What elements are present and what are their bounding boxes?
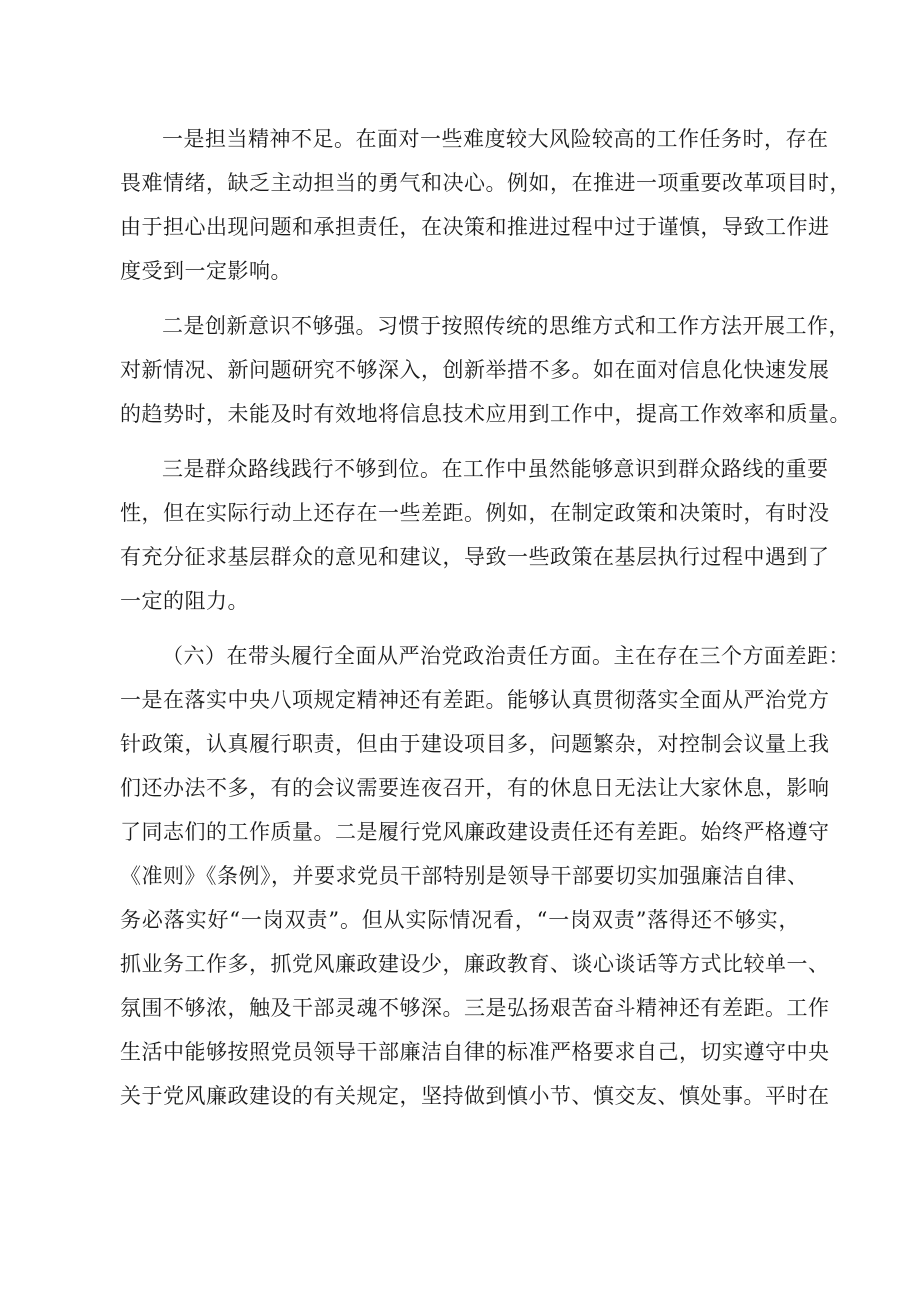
text-line: 生活中能够按照党员领导干部廉洁自律的标准严格要求自己，切实遵守中央 xyxy=(120,1040,830,1064)
text-line: 对新情况、新问题研究不够深入，创新举措不多。如在面对信息化快速发展 xyxy=(120,358,830,382)
text-line: 有充分征求基层群众的意见和建议，导致一些政策在基层执行过程中遇到了 xyxy=(120,545,830,569)
text-line: 性，但在实际行动上还存在一些差距。例如，在制定政策和决策时，有时没 xyxy=(120,501,830,525)
text-line: 务必落实好“一岗双责”。但从实际情况看，“一岗双责”落得还不够实， xyxy=(120,908,800,932)
text-line: （六）在带头履行全面从严治党政治责任方面。主在存在三个方面差距： xyxy=(162,644,850,668)
text-line: 一定的阻力。 xyxy=(120,589,249,613)
text-line: 度受到一定影响。 xyxy=(120,259,292,283)
text-line: 一是在落实中央八项规定精神还有差距。能够认真贯彻落实全面从严治党方 xyxy=(120,688,830,712)
text-line: 由于担心出现问题和承担责任，在决策和推进过程中过于谨慎，导致工作进 xyxy=(120,215,830,239)
text-line: 《准则》《条例》，并要求党员干部特别是领导干部要切实加强廉洁自律、 xyxy=(120,864,809,888)
text-line: 针政策，认真履行职责，但由于建设项目多，问题繁杂，对控制会议量上我 xyxy=(120,732,830,756)
text-line: 三是群众路线践行不够到位。在工作中虽然能够意识到群众路线的重要 xyxy=(162,457,829,481)
text-line: 畏难情绪，缺乏主动担当的勇气和决心。例如，在推进一项重要改革项目时， xyxy=(120,171,851,195)
text-line: 了同志们的工作质量。二是履行党风廉政建设责任还有差距。始终严格遵守 xyxy=(120,820,830,844)
text-line: 一是担当精神不足。在面对一些难度较大风险较高的工作任务时，存在 xyxy=(162,127,829,151)
text-line: 关于党风廉政建设的有关规定，坚持做到慎小节、慎交友、慎处事。平时在 xyxy=(120,1084,830,1108)
text-line: 的趋势时，未能及时有效地将信息技术应用到工作中，提高工作效率和质量。 xyxy=(120,402,851,426)
text-line: 抓业务工作多，抓党风廉政建设少，廉政教育、谈心谈话等方式比较单一、 xyxy=(120,952,830,976)
text-line: 二是创新意识不够强。习惯于按照传统的思维方式和工作方法开展工作， xyxy=(162,314,850,338)
text-line: 氛围不够浓，触及干部灵魂不够深。三是弘扬艰苦奋斗精神还有差距。工作 xyxy=(120,996,830,1020)
text-line: 们还办法不多，有的会议需要连夜召开，有的休息日无法让大家休息，影响 xyxy=(120,776,830,800)
